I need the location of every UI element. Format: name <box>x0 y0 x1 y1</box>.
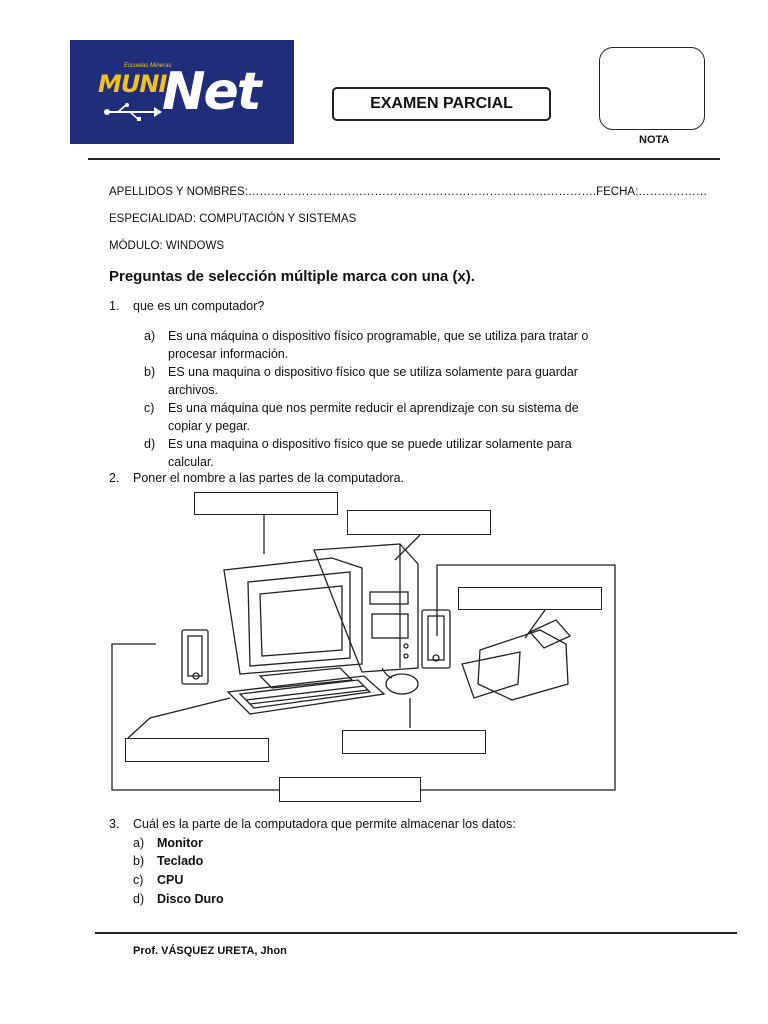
names-date-line[interactable]: APELLIDOS Y NOMBRES:……………………………………………………………………………….FECHA:……………… <box>109 186 708 198</box>
question-3-number: 3. <box>109 817 120 831</box>
especialidad-line: ESPECIALIDAD: COMPUTACIÓN Y SISTEMAS <box>109 213 357 225</box>
q1-option-c-line1: Es una máquina que nos permite reducir el aprendizaje con su sistema de <box>168 401 579 415</box>
q1-option-d-line1: Es una maquina o dispositivo físico que se puede utilizar solamente para <box>168 437 572 451</box>
q1-option-a-line2: procesar información. <box>168 347 289 361</box>
logo-brand-net: Net <box>162 62 260 122</box>
logo-brand-muni: MUNI <box>98 70 167 98</box>
q1-option-d-line2: calcular. <box>168 455 214 469</box>
q3-option-c-text: CPU <box>157 873 184 887</box>
logo-tagline: Escuelas Mineras <box>124 63 172 69</box>
q1-option-c-letter[interactable]: c) <box>144 401 155 415</box>
q1-option-b-letter[interactable]: b) <box>144 365 156 379</box>
part-label-box-1[interactable] <box>194 492 338 515</box>
part-label-box-4[interactable] <box>125 738 269 762</box>
modulo-line: MÓDULO: WINDOWS <box>109 240 224 252</box>
part-label-box-6[interactable] <box>279 777 421 802</box>
grade-box[interactable] <box>599 47 705 130</box>
q1-option-a-line1: Es una máquina o dispositivo físico programable, que se utiliza para tratar o <box>168 329 589 343</box>
q3-option-d-letter[interactable]: d) <box>133 892 145 906</box>
part-label-box-5[interactable] <box>342 730 486 754</box>
q1-option-d-letter[interactable]: d) <box>144 437 156 451</box>
q1-option-a-letter[interactable]: a) <box>144 329 156 343</box>
q3-option-b-letter[interactable]: b) <box>133 854 145 868</box>
usb-icon <box>104 102 164 122</box>
q3-option-b-text: Teclado <box>157 854 204 868</box>
part-label-box-2[interactable] <box>347 510 491 535</box>
question-1-number: 1. <box>109 299 120 313</box>
q1-option-b-line2: archivos. <box>168 383 219 397</box>
q3-option-a-text: Monitor <box>157 836 203 850</box>
q3-option-a-letter[interactable]: a) <box>133 836 145 850</box>
muninet-logo <box>70 40 294 144</box>
question-1-text: que es un computador? <box>133 299 265 313</box>
exam-title: EXAMEN PARCIAL <box>332 87 551 121</box>
q3-option-d-text: Disco Duro <box>157 892 224 906</box>
question-2-text: Poner el nombre a las partes de la computadora. <box>133 471 404 485</box>
teacher-name: Prof. VÁSQUEZ URETA, Jhon <box>133 945 287 957</box>
header-divider <box>88 158 720 160</box>
grade-label: NOTA <box>639 134 670 146</box>
q1-option-b-line1: ES una maquina o dispositivo físico que se utiliza solamente para guardar <box>168 365 578 379</box>
footer-divider <box>95 932 737 934</box>
question-3-text: Cuál es la parte de la computadora que permite almacenar los datos: <box>133 817 516 831</box>
q3-option-c-letter[interactable]: c) <box>133 873 144 887</box>
q1-option-c-line2: copiar y pegar. <box>168 419 250 433</box>
part-label-box-3[interactable] <box>458 587 602 610</box>
section-title: Preguntas de selección múltiple marca con una (x). <box>109 268 475 285</box>
question-2-number: 2. <box>109 471 120 485</box>
